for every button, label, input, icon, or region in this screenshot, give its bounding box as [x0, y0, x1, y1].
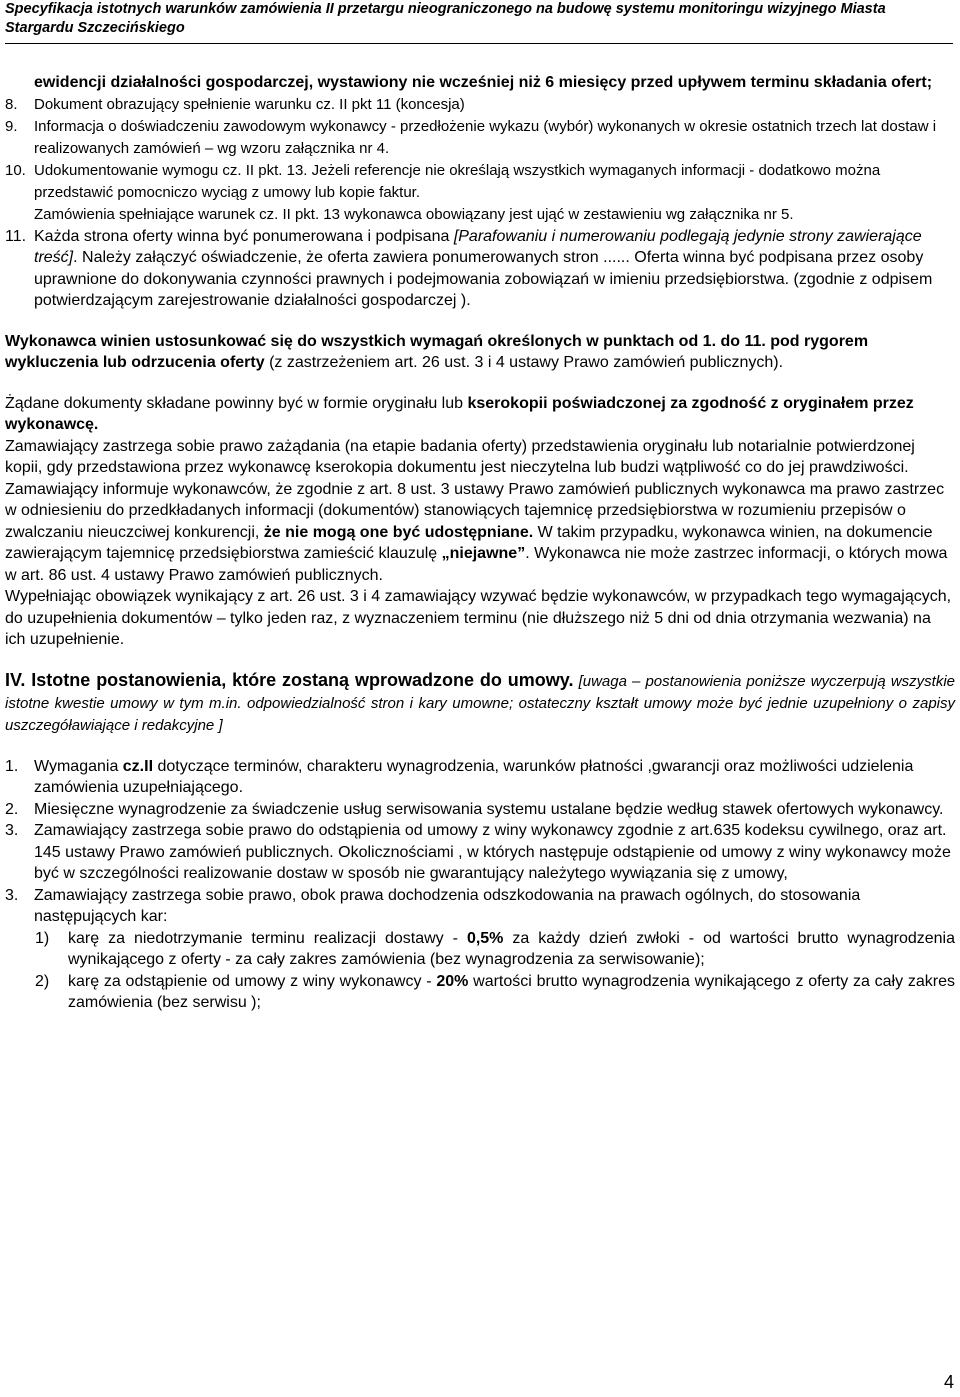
spacer	[5, 651, 955, 670]
documents-paragraph	[5, 393, 955, 436]
item-number: 11.	[5, 227, 27, 245]
original-copy-paragraph: Zamawiający zastrzega sobie prawo zażądania (na etapie badania oferty) przedstawienia oryginału lub notarialnie potwierdzonej kopii, gdy przedstawiona przez wykonawcę kserokopia dokumentu jest nieczytelna lub budzi wątpliwość co do jej prawdziwości.	[5, 437, 915, 476]
contract-item-3	[5, 820, 955, 885]
item-text: Zamawiający zastrzega sobie prawo do odstąpienia od umowy z winy wykonawcy zgodnie z art.635 kodeksu cywilnego, oraz art. 145 ustawy Prawo zamówień publicznych. Okolicznościami , w których następuje odstąpienie od umowy z winy wykonawcy może być w szczególności realizowanie dostaw w sposób nie gwarantujący należytego wywiązania się z umowy,	[34, 822, 951, 882]
item-text: karę za odstąpienie od umowy z winy wykonawcy -	[68, 972, 437, 990]
item-number: 9.	[5, 117, 18, 135]
spacer	[5, 737, 955, 756]
item-text-2: Zamówienia spełniające warunek cz. II pkt. 13 wykonawca obowiązany jest ująć w zestawieniu wg załącznika nr 5.	[34, 205, 794, 223]
paragraph-text: Żądane dokumenty składane powinny być w formie oryginału lub	[5, 394, 468, 412]
supplement-paragraph: Wypełniając obowiązek wynikający z art. 26 ust. 3 i 4 zamawiający wzywać będzie wykonawców, w przypadkach tego wymagających, do uzupełnienia dokumentów – tylko jeden raz, z wyznaczeniem terminu (nie dłuższego niż 5 dni od dnia otrzymania wezwania) na ich uzupełnienie.	[5, 588, 952, 648]
item-number: 3.	[5, 822, 19, 839]
list-item-continuation	[5, 72, 955, 94]
page-header	[5, 0, 953, 44]
item-text: Miesięczne wynagrodzenie za świadczenie usług serwisowania systemu ustalane będzie według stawek ofertowych wykonawcy.	[34, 800, 944, 818]
bold-text: 20%	[436, 972, 469, 990]
item-text: Dokument obrazujący spełnienie warunku cz. II pkt 11 (koncesja)	[34, 95, 465, 113]
bold-text: „niejawne”	[441, 545, 526, 562]
list-item-8	[5, 94, 955, 116]
item-text: Wymagania	[34, 757, 123, 775]
penalty-item-1	[5, 928, 955, 971]
item-number: 1.	[5, 757, 19, 775]
bold-text: 0,5%	[466, 929, 504, 947]
bold-text: Wykonawca winien ustosunkować się do wszystkich wymagań określonych w punktach od 1. do 11. pod rygorem wykluczenia lub odrzucenia oferty	[5, 332, 869, 371]
spacer	[5, 312, 955, 331]
italic-note: [Parafowaniu i numerowaniu podlegają jedynie strony zawierające treść]	[34, 227, 922, 266]
section-iv-heading	[5, 670, 955, 737]
confidentiality-paragraph	[5, 479, 955, 587]
spacer	[5, 374, 955, 393]
item-number: 8.	[5, 95, 18, 113]
bold-text: że nie mogą one być udostępniane.	[263, 523, 534, 541]
item-text: Informacja o doświadczeniu zawodowym wykonawcy - przedłożenie wykazu (wybór) wykonanych w okresie ostatnich trzech lat dostaw i realizowanych zamówień – wg wzoru załącznika nr 4.	[34, 117, 937, 157]
paragraph-text: W takim przypadku, wykonawca winien, na dokumencie zawierającym tajemnicę przedsiębiorstwa zamieścić klauzulę	[5, 523, 933, 562]
list-item-9	[5, 116, 955, 160]
page-number: 4	[943, 1372, 954, 1392]
section-note: [uwaga – postanowienia poniższe wyczerpują wszystkie istotne kwestie umowy w tym m.in. odpowiedzialność stron i kary umowne; ostateczny kształt umowy może być jednie uzupełniony o zapisy uszczegóławiające i redakcyjne ]	[5, 672, 955, 734]
item-text: karę za niedotrzymanie terminu realizacji dostawy -	[68, 929, 467, 947]
bold-text: ewidencji działalności gospodarczej, wystawiony nie wcześniej niż 6 miesięcy przed upływem terminu składania ofert;	[34, 74, 933, 91]
item-number: 3.	[5, 886, 19, 904]
section-title: IV. Istotne postanowienia, które zostaną wprowadzone do umowy.	[5, 669, 574, 690]
document-body	[5, 72, 955, 1014]
paragraph-text: . Wykonawca nie może zastrzec informacji, o których mowa w art. 86 ust. 4 ustawy Prawo zamówień publicznych.	[5, 545, 948, 584]
list-item-11	[5, 226, 955, 312]
requirement-paragraph	[5, 331, 955, 374]
item-text: Każda strona oferty winna być ponumerowana i podpisana	[34, 227, 454, 245]
header-line-2: Stargardu Szczecińskiego	[5, 20, 185, 36]
item-number: 1)	[35, 929, 50, 947]
item-text-cont: . Należy załączyć oświadczenie, że oferta zawiera ponumerowanych stron ...... Oferta winna być podpisana przez osoby uprawnione do dokonywania czynności prawnych i podejmowania zobowiązań w imieniu przedsiębiorstwa. (zgodnie z odpisem potwierdzającym zarejestrowanie działalności gospodarczej ).	[34, 249, 933, 309]
item-text: Zamawiający zastrzega sobie prawo, obok prawa dochodzenia odszkodowania na prawach ogólnych, do stosowania następujących kar:	[34, 886, 861, 925]
item-text: Udokumentowanie wymogu cz. II pkt. 13. Jeżeli referencje nie określają wszystkich wymaganych informacji - dodatkowo można przedstawić pomocniczo wyciąg z umowy lub kopie faktur.	[34, 161, 881, 201]
bold-text: kserokopii poświadczonej za zgodność z oryginałem przez wykonawcę.	[5, 394, 914, 433]
item-number: 2)	[35, 972, 50, 990]
bold-text: cz.II	[122, 757, 154, 775]
penalty-item-2	[5, 971, 955, 1014]
paragraph-text: Zamawiający informuje wykonawców, że zgodnie z art. 8 ust. 3 ustawy Prawo zamówień publicznych wykonawca ma prawo zastrzec w odniesieniu do przedkładanych informacji (dokumentów) stanowiących tajemnicę przedsiębiorstwa w rozumieniu przepisów o zwalczaniu nieuczciwej konkurencji,	[5, 480, 945, 541]
item-text-cont: wartości brutto wynagrodzenia wynikającego z oferty za cały zakres zamówienia (bez serwisu );	[68, 972, 955, 1011]
contract-item-4	[5, 885, 955, 928]
item-text-cont: dotyczące terminów, charakteru wynagrodzenia, warunków płatności ,gwarancji oraz możliwości udzielenia zamówienia uzupełniającego.	[34, 757, 914, 796]
header-line-1: Specyfikacja istotnych warunków zamówienia II przetargu nieograniczonego na budowę systemu monitoringu wizyjnego Miasta	[5, 1, 886, 17]
item-number: 2.	[5, 800, 19, 818]
list-item-10	[5, 160, 955, 226]
item-text-cont: za każdy dzień zwłoki - od wartości brutto wynagrodzenia wynikającego z oferty - za cały zakres zamówienia (bez wynagrodzenia za serwisowanie);	[68, 929, 955, 968]
contract-item-2	[5, 799, 955, 821]
contract-item-1	[5, 756, 955, 799]
paragraph-text: (z zastrzeżeniem art. 26 ust. 3 i 4 ustawy Prawo zamówień publicznych).	[264, 354, 784, 371]
item-number: 10.	[5, 161, 26, 179]
